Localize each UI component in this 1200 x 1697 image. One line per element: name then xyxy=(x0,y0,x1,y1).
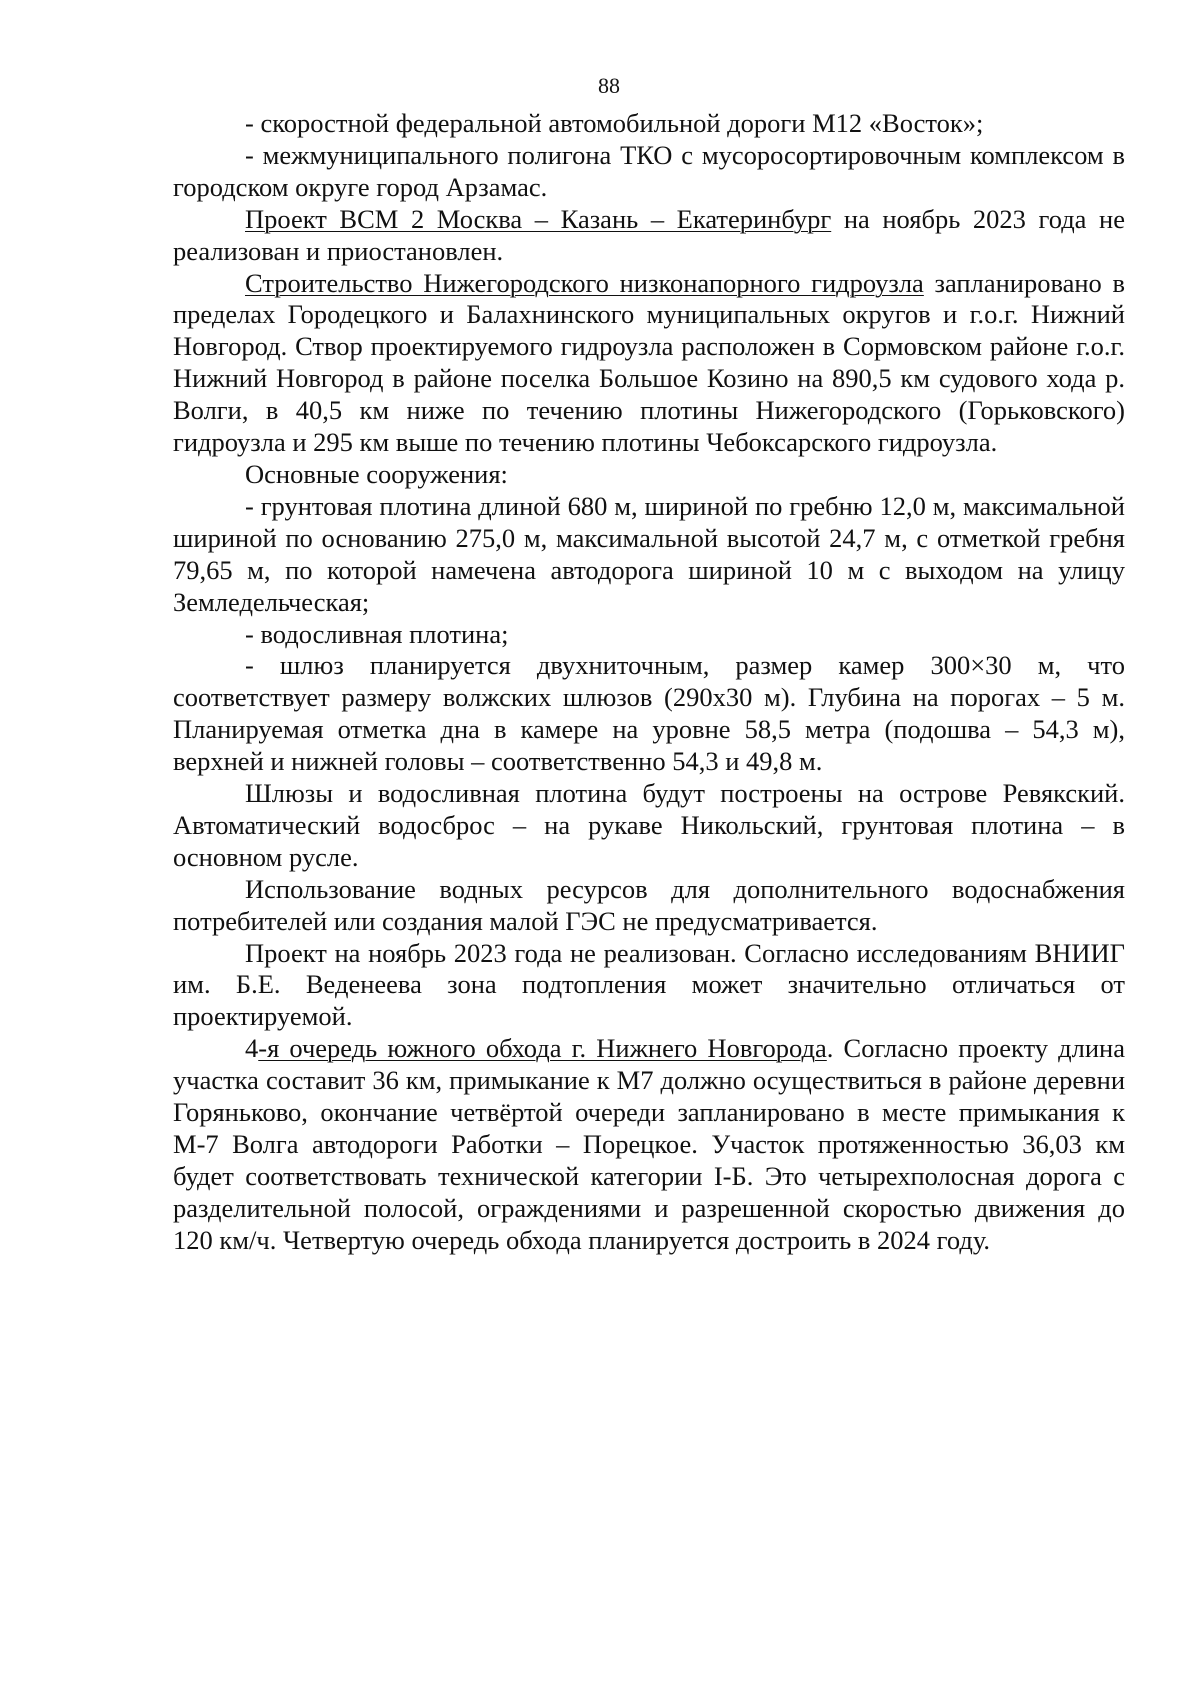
paragraph-lead-prefix: 4 xyxy=(245,1033,259,1064)
paragraph-earth-dam: - грунтовая плотина длиной 680 м, шириной по гребню 12,0 м, максимальной шириной по основанию 275,0 м, максимальной высотой 24,7 м, с отметкой гребня 79,65 м, по которой намечена автодорога шириной 10 м с выходом на улицу Земледельческая; xyxy=(173,490,1125,617)
paragraph-hydro-construction xyxy=(173,268,1125,459)
paragraph-body: . Согласно проекту длина участка составит 36 км, примыкание к М7 должно осуществиться в районе деревни Горяньково, окончание четвёртой очереди запланировано в месте примыкания к М-7 Волга автодороги Работки – Порецкое. Участок протяженностью 36,03 км будет соответствовать технической категории I-Б. Это четырехполосная дорога с разделительной полосой, ограждениями и разрешенной скоростью движения до 120 км/ч. Четвертую очередь обхода планируется достроить в 2024 году. xyxy=(173,1033,1125,1255)
paragraph-body: запланировано в пределах Городецкого и Балахнинского муниципальных округов и г.о.г. Нижний Новгород. Створ проектируемого гидроузла расположен в Сормовском районе г.о.г. Нижний Новгород в районе поселка Большое Козино на 890,5 км судового хода р. Волги, в 40,5 км ниже по течению плотины Нижегородского (Горьковского) гидроузла и 295 км выше по течению плотины Чебоксарского гидроузла. xyxy=(173,267,1126,458)
page-number: 88 xyxy=(598,73,620,98)
paragraph-water-resources: Использование водных ресурсов для дополнительного водоснабжения потребителей или создания малой ГЭС не предусматривается. xyxy=(173,873,1125,936)
paragraph-lock: - шлюз планируется двухниточным, размер камер 300×30 м, что соответствует размеру волжских шлюзов (290х30 м). Глубина на порогах – 5 м. Планируемая отметка дна в камере на уровне 58,5 метра (подошва – 54,3 м), верхней и нижней головы – соответственно 54,3 и 49,8 м. xyxy=(173,650,1125,777)
paragraph-project-status: Проект на ноябрь 2023 года не реализован. Согласно исследованиям ВНИИГ им. Б.Е. Веденеева зона подтопления может значительно отличаться от проектируемой. xyxy=(173,937,1125,1032)
underlined-heading: -я очередь южного обхода г. Нижнего Новгорода xyxy=(258,1033,827,1064)
paragraph-revyakskiy-island: Шлюзы и водосливная плотина будут построены на острове Ревякский. Автоматический водосброс – на рукаве Никольский, грунтовая плотина – в основном русле. xyxy=(173,778,1125,872)
paragraph-southern-bypass xyxy=(173,1033,1125,1256)
paragraph-vsm-project xyxy=(173,204,1125,268)
paragraph-body: на ноябрь 2023 года не реализован и приостановлен. xyxy=(173,203,1125,266)
paragraph-spillway-dam: - водосливная плотина; xyxy=(245,618,509,649)
underlined-heading: Строительство Нижегородского низконапорного гидроузла xyxy=(245,267,924,298)
paragraph-main-structures: Основные сооружения: xyxy=(245,458,508,489)
paragraph-m12-road: - скоростной федеральной автомобильной дороги М12 «Восток»; xyxy=(245,108,984,138)
paragraph-tko-landfill: - межмуниципального полигона ТКО с мусоросортировочным комплексом в городском округе город Арзамас. xyxy=(173,139,1125,202)
document-body xyxy=(173,108,1125,1257)
underlined-heading: Проект ВСМ 2 Москва – Казань – Екатеринбург xyxy=(245,203,832,234)
